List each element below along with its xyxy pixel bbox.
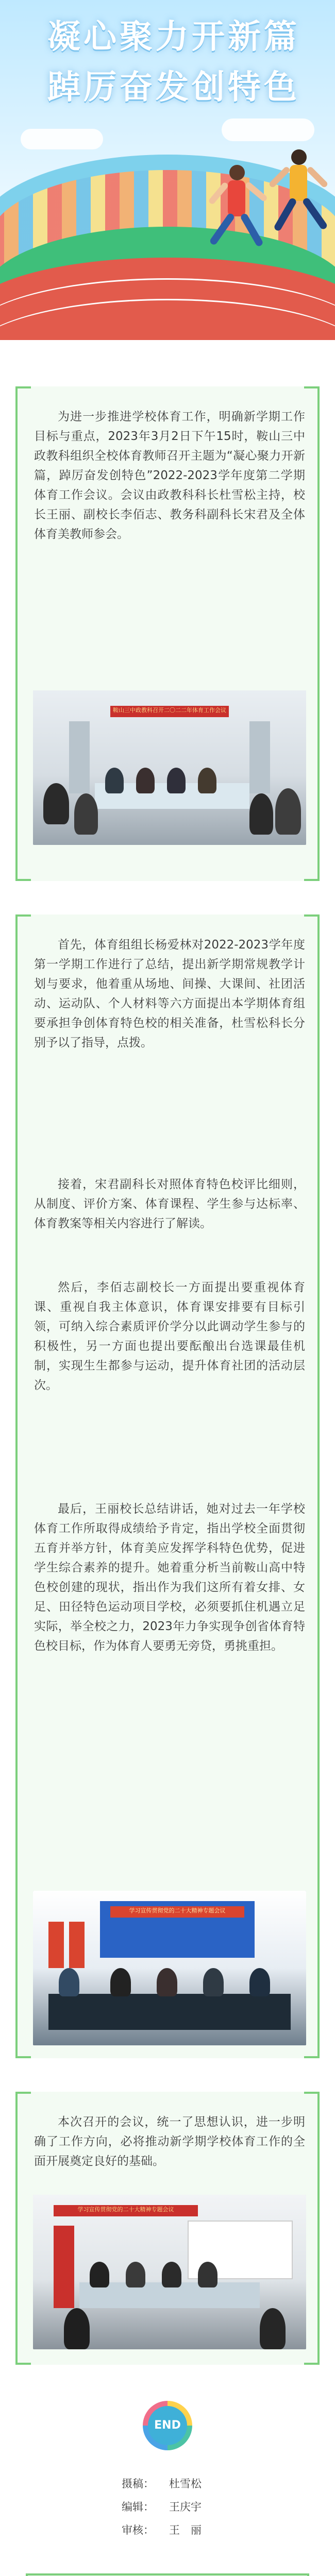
principal-paragraph: 最后，王丽校长总结讲话，她对过去一年学校体育工作所取得成绩给予肯定，指出学校全面贯彻五育并举方针，体育美应发挥学科特色优势，促进学生综合素养的提升。她着重分析当前鞍山高中特色校创建的现状，指出作为我们这所有着女排、女足、田径特色运动项目学校，必须要抓住机遇立足实际，举全校之力，2023年力争实现争创省体育特色校目标，作为体育人要勇无旁贷，勇挑重担。 [34, 1502, 305, 1653]
meeting-banner-text: 鞍山三中政教科召开二〇二二年体育工作会议 [110, 706, 229, 717]
conclusion-section [15, 2092, 320, 2365]
meeting-photo-3 [33, 2195, 306, 2349]
runner-illustration [206, 165, 268, 278]
end-badge [143, 2401, 192, 2450]
page-title-line-1: 凝心聚力开新篇 [47, 18, 300, 56]
runner-illustration [268, 149, 330, 268]
meeting-photo-2 [33, 1891, 306, 2045]
meeting-photo-1 [33, 690, 306, 845]
vice-principal-paragraph: 然后，李佰志副校长一方面提出要重视体育课、重视自我主体意识，体育课安排要有目标引领，可纳入综合素质评价学分以此调动学生参与的积极性，另一方面也提出要酝酿出台选课最佳机制，实现生生都参与运动，提升体育社团的活动层次。 [34, 1281, 305, 1392]
meeting-banner-text: 学习宣传贯彻党的二十大精神专题会议 [54, 2205, 198, 2216]
credit-editor: 编辑： 王庆宇 [122, 2501, 202, 2513]
credit-photographer: 摄稿： 杜雪松 [122, 2478, 202, 2490]
cloud-decoration [21, 129, 103, 149]
intro-section [15, 386, 320, 881]
meeting-details-section [15, 914, 320, 2058]
qr-follow-box [26, 2573, 309, 2576]
cloud-decoration [222, 118, 314, 141]
credit-reviewer: 审核： 王 丽 [122, 2524, 202, 2536]
standards-paragraph: 接着，宋君副科长对照体育特色校评比细则，从制度、评价方案、体育课程、学生参与达标率、体育教案等相关内容进行了解读。 [34, 1178, 305, 1230]
header-banner [0, 0, 335, 340]
meeting-banner-text: 学习宣传贯彻党的二十大精神专题会议 [110, 1906, 244, 1918]
end-label: END [148, 2406, 187, 2445]
intro-paragraph: 为进一步推进学校体育工作，明确新学期工作目标与重点，2023年3月2日下午15时，鞍山三中政教科组织全校体育教师召开主题为“凝心聚力开新篇，踔厉奋发创特色”2022-2023学年度第二学期体育工作会议。会议由政教科科长杜雪松主持，校长王丽、副校长李佰志、教务科副科长宋君及全体体育美教师参会。 [34, 410, 305, 541]
page-title-line-2: 踔厉奋发创特色 [47, 69, 300, 107]
summary-paragraph: 首先，体育组组长杨爱林对2022-2023学年度第一学期工作进行了总结，提出新学期常规教学计划与要求，他着重从场地、间操、大课间、社团活动、运动队、个人材料等六方面提出本学期体育组要承担争创体育特色校的相关准备，杜雪松科长分别予以了指导，点拨。 [34, 938, 305, 1049]
conclusion-paragraph: 本次召开的会议，统一了思想认识，进一步明确了工作方向，必将推动新学期学校体育工作的全面开展奠定良好的基础。 [34, 2115, 305, 2168]
